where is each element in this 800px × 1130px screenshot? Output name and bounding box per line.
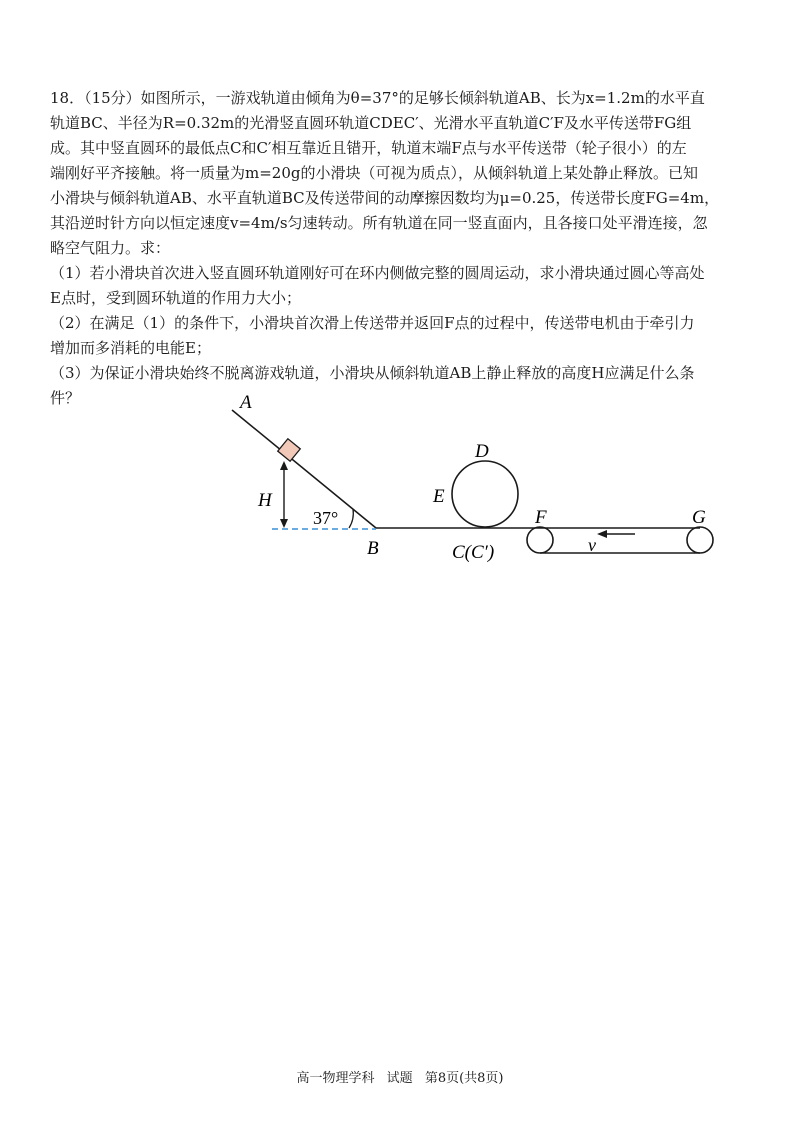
label-v: v <box>588 535 596 555</box>
label-b: B <box>367 538 379 559</box>
stem-line: 成。其中竖直圆环的最低点C和C′相互靠近且错开，轨道末端F点与水平传送带（轮子很小）的左 <box>50 139 687 157</box>
question-2-line: 增加而多消耗的电能E； <box>50 339 211 357</box>
label-e: E <box>433 486 445 507</box>
incline-track-ab <box>232 410 376 528</box>
question-1-line: （1）若小滑块首次进入竖直圆环轨道刚好可在环内侧做完整的圆周运动，求小滑块通过圆心等高处 <box>50 264 705 282</box>
stem-line: 端刚好平齐接触。将一质量为m=20g的小滑块（可视为质点），从倾斜轨道上某处静止释放。已知 <box>50 164 698 182</box>
conveyor-belt <box>527 527 713 553</box>
stem-line: 轨道BC、半径为R=0.32m的光滑竖直圆环轨道CDEC′、光滑水平直轨道C′F及水平传送带FG组 <box>50 114 692 132</box>
problem-stem <box>50 86 762 261</box>
question-3-line: 件？ <box>50 389 81 407</box>
footer-page-number: 第8页(共8页) <box>424 1071 504 1086</box>
label-f: F <box>535 507 547 528</box>
footer-subject: 高一物理学科 <box>296 1071 375 1086</box>
stem-line: 小滑块与倾斜轨道AB、水平直轨道BC及传送带间的动摩擦因数均为μ=0.25，传送带长度FG=4m， <box>50 189 720 207</box>
question-1-line: E点时，受到圆环轨道的作用力大小； <box>50 289 301 307</box>
stem-line: 略空气阻力。求： <box>50 239 171 257</box>
slider-block <box>278 439 301 462</box>
left-pulley <box>527 527 553 553</box>
label-angle: 37° <box>313 508 339 528</box>
question-2-line: （2）在满足（1）的条件下，小滑块首次滑上传送带并返回F点的过程中，传送带电机由于牵引力 <box>50 314 695 332</box>
page-footer <box>0 1067 800 1086</box>
question-3-line: （3）为保证小滑块始终不脱离游戏轨道，小滑块从倾斜轨道AB上静止释放的高度H应满足什么条 <box>50 364 695 382</box>
footer-label: 试题 <box>386 1071 413 1086</box>
label-d: D <box>475 441 489 462</box>
sub-questions <box>50 261 762 411</box>
velocity-arrow <box>597 530 635 538</box>
angle-arc <box>349 509 353 528</box>
stem-line: 其沿逆时针方向以恒定速度v=4m/s匀速转动。所有轨道在同一竖直面内，且各接口处平滑连接，忽 <box>50 214 708 232</box>
label-h: H <box>258 490 272 511</box>
problem-text <box>50 86 762 411</box>
stem-line: 18．（15分）如图所示，一游戏轨道由倾角为θ=37°的足够长倾斜轨道AB、长为x=1.2m的水平直 <box>50 89 705 107</box>
track-diagram <box>0 390 800 580</box>
right-pulley <box>687 527 713 553</box>
vertical-loop <box>452 461 518 527</box>
label-g: G <box>692 507 706 528</box>
label-c: C(C′) <box>452 542 495 563</box>
label-a: A <box>240 392 252 413</box>
height-arrow <box>280 461 288 528</box>
